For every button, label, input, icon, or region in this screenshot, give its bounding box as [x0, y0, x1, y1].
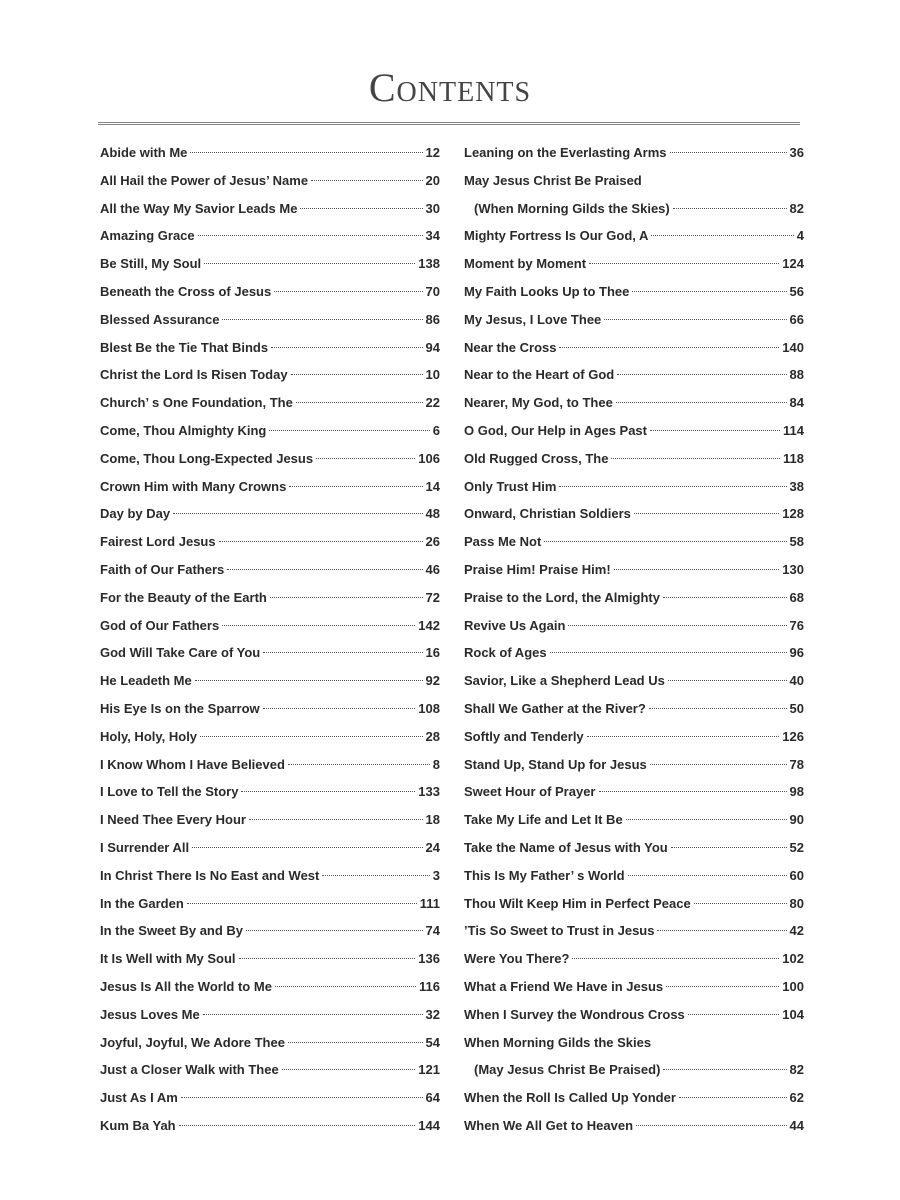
- entry-page-number: 92: [425, 673, 440, 689]
- entry-title: Leaning on the Everlasting Arms: [464, 145, 667, 160]
- contents-entry: [464, 445, 804, 473]
- dot-leader: [271, 347, 422, 348]
- entry-page-number: 76: [789, 617, 804, 633]
- dot-leader: [222, 625, 415, 626]
- dot-leader: [589, 263, 779, 264]
- contents-entry: [100, 528, 440, 556]
- entry-title: I Need Thee Every Hour: [100, 812, 246, 828]
- contents-entry: [100, 195, 440, 223]
- entry-page-number: 80: [789, 895, 804, 911]
- entry-page-number: 124: [782, 256, 804, 272]
- contents-entry: [464, 1084, 804, 1112]
- dot-leader: [587, 736, 780, 737]
- entry-page-number: 10: [425, 367, 440, 383]
- entry-page-number: 138: [418, 256, 440, 272]
- entry-page-number: 102: [782, 951, 804, 967]
- contents-entry: [100, 222, 440, 250]
- dot-leader: [688, 1014, 780, 1015]
- entry-title: Sweet Hour of Prayer: [464, 784, 596, 800]
- entry-title: Revive Us Again: [464, 617, 566, 633]
- contents-entry: [464, 334, 804, 362]
- dot-leader: [173, 513, 422, 514]
- entry-title: Onward, Christian Soldiers: [464, 506, 631, 522]
- entry-page-number: 3: [432, 867, 440, 883]
- entry-title: Praise to the Lord, the Almighty: [464, 589, 660, 605]
- contents-entry: [100, 445, 440, 473]
- contents-entry: [100, 695, 440, 723]
- dot-leader: [274, 291, 422, 292]
- contents-entry: [100, 389, 440, 417]
- contents-entry: [464, 1056, 804, 1084]
- entry-title: Old Rugged Cross, The: [464, 450, 609, 466]
- entry-title: Blessed Assurance: [100, 311, 220, 327]
- entry-title: (When Morning Gilds the Skies): [474, 200, 670, 216]
- contents-entry: [464, 890, 804, 918]
- entry-page-number: 16: [425, 645, 440, 661]
- entry-title: Just a Closer Walk with Thee: [100, 1062, 279, 1078]
- dot-leader: [275, 986, 416, 987]
- entry-title: Come, Thou Almighty King: [100, 422, 267, 438]
- entry-title: (May Jesus Christ Be Praised): [474, 1062, 661, 1078]
- dot-leader: [663, 1069, 786, 1070]
- dot-leader: [632, 291, 786, 292]
- entry-title: Holy, Holy, Holy: [100, 728, 198, 744]
- entry-title: For the Beauty of the Earth: [100, 589, 267, 605]
- dot-leader: [219, 541, 423, 542]
- dot-leader: [657, 930, 786, 931]
- entry-page-number: 22: [425, 395, 440, 411]
- contents-entry: [464, 278, 804, 306]
- entry-title: Praise Him! Praise Him!: [464, 561, 611, 577]
- contents-entry: [100, 167, 440, 195]
- contents-entry: [464, 473, 804, 501]
- dot-leader: [246, 930, 422, 931]
- dot-leader: [634, 513, 779, 514]
- entry-page-number: 94: [425, 339, 440, 355]
- contents-entry: [100, 139, 440, 167]
- contents-entry: [464, 389, 804, 417]
- contents-entry: [464, 695, 804, 723]
- dot-leader: [568, 625, 786, 626]
- dot-leader: [666, 986, 779, 987]
- contents-entry: [100, 1029, 440, 1057]
- dot-leader: [628, 875, 787, 876]
- entry-title: When the Roll Is Called Up Yonder: [464, 1090, 676, 1106]
- dot-leader: [679, 1097, 787, 1098]
- dot-leader: [611, 458, 780, 459]
- entry-title: His Eye Is on the Sparrow: [100, 700, 260, 716]
- dot-leader: [663, 597, 787, 598]
- entry-page-number: 20: [425, 172, 440, 188]
- contents-entry: [464, 862, 804, 890]
- entry-page-number: 84: [789, 395, 804, 411]
- dot-leader: [559, 486, 786, 487]
- entry-title: Softly and Tenderly: [464, 728, 584, 744]
- dot-leader: [291, 374, 423, 375]
- entry-title: My Jesus, I Love Thee: [464, 311, 602, 327]
- entry-page-number: 82: [789, 200, 804, 216]
- entry-page-number: 72: [425, 589, 440, 605]
- entry-page-number: 6: [432, 422, 440, 438]
- entry-page-number: 140: [782, 339, 804, 355]
- entry-title: Stand Up, Stand Up for Jesus: [464, 756, 647, 772]
- entry-page-number: 126: [782, 728, 804, 744]
- dot-leader: [626, 819, 787, 820]
- contents-entry: [464, 584, 804, 612]
- dot-leader: [269, 430, 429, 431]
- dot-leader: [282, 1069, 416, 1070]
- entry-title: Beneath the Cross of Jesus: [100, 283, 272, 299]
- dot-leader: [289, 486, 422, 487]
- contents-entry: [464, 639, 804, 667]
- entry-title: Moment by Moment: [464, 256, 587, 272]
- contents-entry: [464, 556, 804, 584]
- contents-column-right: [464, 139, 804, 1140]
- contents-entry: [100, 862, 440, 890]
- entry-title: Abide with Me: [100, 145, 188, 160]
- entry-page-number: 104: [782, 1006, 804, 1022]
- contents-entry: [464, 1112, 804, 1140]
- entry-page-number: 68: [789, 589, 804, 605]
- dot-leader: [572, 958, 779, 959]
- dot-leader: [203, 1014, 423, 1015]
- contents-entry: [100, 1084, 440, 1112]
- entry-page-number: 36: [789, 145, 804, 160]
- entry-title: In the Sweet By and By: [100, 923, 244, 939]
- contents-entry: [464, 834, 804, 862]
- entry-title: Kum Ba Yah: [100, 1117, 176, 1133]
- entry-page-number: 128: [782, 506, 804, 522]
- contents-entry: [100, 890, 440, 918]
- entry-title: When We All Get to Heaven: [464, 1117, 634, 1133]
- dot-leader: [616, 402, 787, 403]
- entry-title: I Surrender All: [100, 839, 190, 855]
- dot-leader: [599, 791, 787, 792]
- entry-page-number: 82: [789, 1062, 804, 1078]
- contents-entry: [100, 584, 440, 612]
- dot-leader: [241, 791, 415, 792]
- dot-leader: [544, 541, 786, 542]
- contents-entry: [100, 473, 440, 501]
- entry-title: When Morning Gilds the Skies: [464, 1034, 652, 1050]
- entry-title: Just As I Am: [100, 1090, 178, 1106]
- entry-page-number: 18: [425, 812, 440, 828]
- contents-entry: [464, 306, 804, 334]
- entry-page-number: 90: [789, 812, 804, 828]
- entry-page-number: 60: [789, 867, 804, 883]
- entry-page-number: 108: [418, 700, 440, 716]
- dot-leader: [200, 736, 423, 737]
- entry-page-number: 56: [789, 283, 804, 299]
- entry-title: Faith of Our Fathers: [100, 561, 225, 577]
- contents-entry: [100, 917, 440, 945]
- dot-leader: [204, 263, 415, 264]
- dot-leader: [263, 652, 422, 653]
- entry-page-number: 14: [425, 478, 440, 494]
- dot-leader: [668, 680, 787, 681]
- entry-title: This Is My Father’ s World: [464, 867, 625, 883]
- entry-title: Thou Wilt Keep Him in Perfect Peace: [464, 895, 691, 911]
- entry-page-number: 4: [796, 228, 804, 244]
- entry-page-number: 38: [789, 478, 804, 494]
- entry-page-number: 111: [419, 895, 440, 911]
- contents-entry: [100, 778, 440, 806]
- dot-leader: [181, 1097, 423, 1098]
- dot-leader: [617, 374, 786, 375]
- dot-leader: [311, 180, 422, 181]
- entry-title: When I Survey the Wondrous Cross: [464, 1006, 685, 1022]
- entry-page-number: 78: [789, 756, 804, 772]
- entry-title: Christ the Lord Is Risen Today: [100, 367, 288, 383]
- entry-title: Mighty Fortress Is Our God, A: [464, 228, 649, 244]
- entry-page-number: 32: [425, 1006, 440, 1022]
- contents-entry: [464, 1001, 804, 1029]
- entry-page-number: 42: [789, 923, 804, 939]
- dot-leader: [270, 597, 423, 598]
- contents-entry: [100, 278, 440, 306]
- dot-leader: [649, 708, 787, 709]
- dot-leader: [636, 1125, 787, 1126]
- contents-entry: [464, 667, 804, 695]
- entry-page-number: 86: [425, 311, 440, 327]
- dot-leader: [195, 680, 423, 681]
- dot-leader: [227, 569, 422, 570]
- contents-entry: [464, 723, 804, 751]
- entry-title: My Faith Looks Up to Thee: [464, 283, 630, 299]
- entry-title: Jesus Loves Me: [100, 1006, 200, 1022]
- contents-entry: [464, 528, 804, 556]
- entry-title: God of Our Fathers: [100, 617, 220, 633]
- contents-entry: [464, 751, 804, 779]
- contents-entry: [100, 834, 440, 862]
- entry-title: I Love to Tell the Story: [100, 784, 239, 800]
- entry-title: Be Still, My Soul: [100, 256, 202, 272]
- entry-title: Pass Me Not: [464, 534, 542, 550]
- entry-title: Near the Cross: [464, 339, 557, 355]
- contents-entry: [464, 945, 804, 973]
- contents-entry: [100, 723, 440, 751]
- contents-entry: [464, 1029, 804, 1057]
- entry-page-number: 64: [425, 1090, 440, 1106]
- contents-entry: [100, 1001, 440, 1029]
- entry-page-number: 106: [418, 450, 440, 466]
- dot-leader: [650, 764, 787, 765]
- entry-page-number: 70: [425, 283, 440, 299]
- entry-page-number: 100: [782, 978, 804, 994]
- contents-entry: [100, 751, 440, 779]
- entry-title: May Jesus Christ Be Praised: [464, 172, 642, 188]
- contents-entry: [100, 1056, 440, 1084]
- entry-page-number: 34: [425, 228, 440, 244]
- dot-leader: [550, 652, 787, 653]
- contents-entry: [100, 945, 440, 973]
- entry-page-number: 116: [419, 978, 440, 994]
- dot-leader: [694, 903, 787, 904]
- dot-leader: [670, 152, 787, 153]
- entry-page-number: 130: [782, 561, 804, 577]
- entry-page-number: 96: [789, 645, 804, 661]
- contents-entry: [100, 417, 440, 445]
- contents-entry: [100, 639, 440, 667]
- dot-leader: [288, 1042, 423, 1043]
- contents-entry: [464, 222, 804, 250]
- contents-entry: [464, 500, 804, 528]
- entry-page-number: 114: [783, 422, 804, 438]
- entry-title: O God, Our Help in Ages Past: [464, 422, 647, 438]
- entry-title: Rock of Ages: [464, 645, 547, 661]
- dot-leader: [650, 430, 780, 431]
- entry-title: In Christ There Is No East and West: [100, 867, 320, 883]
- contents-entry: [464, 139, 804, 167]
- dot-leader: [322, 875, 429, 876]
- entry-page-number: 40: [789, 673, 804, 689]
- contents-entry: [464, 917, 804, 945]
- contents-column-left: [100, 139, 440, 1140]
- dot-leader: [249, 819, 423, 820]
- entry-page-number: 46: [425, 561, 440, 577]
- contents-entry: [464, 361, 804, 389]
- entry-page-number: 54: [425, 1034, 440, 1050]
- entry-title: Joyful, Joyful, We Adore Thee: [100, 1034, 285, 1050]
- entry-page-number: 8: [432, 756, 440, 772]
- dot-leader: [296, 402, 423, 403]
- entry-title: Take My Life and Let It Be: [464, 812, 623, 828]
- entry-title: Were You There?: [464, 951, 570, 967]
- dot-leader: [263, 708, 416, 709]
- contents-entry: [464, 806, 804, 834]
- entry-page-number: 74: [425, 923, 440, 939]
- dot-leader: [559, 347, 779, 348]
- entry-title: It Is Well with My Soul: [100, 951, 236, 967]
- contents-entry: [464, 167, 804, 195]
- contents-entry: [100, 306, 440, 334]
- entry-title: Shall We Gather at the River?: [464, 700, 646, 716]
- entry-title: Day by Day: [100, 506, 171, 522]
- entry-title: ’Tis So Sweet to Trust in Jesus: [464, 923, 655, 939]
- dot-leader: [179, 1125, 416, 1126]
- entry-page-number: 133: [418, 784, 440, 800]
- contents-entry: [100, 806, 440, 834]
- entry-title: What a Friend We Have in Jesus: [464, 978, 664, 994]
- entry-page-number: 136: [418, 951, 440, 967]
- title-divider: [98, 122, 800, 125]
- entry-title: All Hail the Power of Jesus’ Name: [100, 172, 309, 188]
- entry-page-number: 12: [425, 145, 440, 160]
- dot-leader: [187, 903, 417, 904]
- entry-title: Fairest Lord Jesus: [100, 534, 216, 550]
- contents-entry: [100, 973, 440, 1001]
- dot-leader: [614, 569, 780, 570]
- entry-page-number: 121: [418, 1062, 440, 1078]
- dot-leader: [651, 235, 793, 236]
- entry-page-number: 142: [418, 617, 440, 633]
- entry-page-number: 52: [789, 839, 804, 855]
- dot-leader: [673, 208, 787, 209]
- entry-page-number: 62: [789, 1090, 804, 1106]
- entry-title: Jesus Is All the World to Me: [100, 978, 272, 994]
- dot-leader: [300, 208, 422, 209]
- contents-entry: [100, 556, 440, 584]
- entry-title: Come, Thou Long-Expected Jesus: [100, 450, 314, 466]
- dot-leader: [192, 847, 422, 848]
- contents-entry: [100, 361, 440, 389]
- contents-entry: [464, 612, 804, 640]
- entry-title: Church’ s One Foundation, The: [100, 395, 293, 411]
- entry-title: Take the Name of Jesus with You: [464, 839, 668, 855]
- contents-entry: [100, 612, 440, 640]
- entry-title: Nearer, My God, to Thee: [464, 395, 613, 411]
- entry-page-number: 144: [418, 1117, 440, 1133]
- contents-entry: [100, 667, 440, 695]
- entry-title: Blest Be the Tie That Binds: [100, 339, 269, 355]
- entry-title: Only Trust Him: [464, 478, 557, 494]
- dot-leader: [316, 458, 415, 459]
- entry-page-number: 44: [789, 1117, 804, 1133]
- entry-page-number: 98: [789, 784, 804, 800]
- contents-entry: [464, 973, 804, 1001]
- entry-page-number: 58: [789, 534, 804, 550]
- contents-entry: [100, 1112, 440, 1140]
- entry-title: He Leadeth Me: [100, 673, 192, 689]
- dot-leader: [671, 847, 787, 848]
- entry-title: Savior, Like a Shepherd Lead Us: [464, 673, 665, 689]
- entry-page-number: 24: [425, 839, 440, 855]
- contents-entry: [464, 250, 804, 278]
- dot-leader: [288, 764, 430, 765]
- dot-leader: [239, 958, 416, 959]
- dot-leader: [222, 319, 422, 320]
- contents-entry: [464, 417, 804, 445]
- contents-entry: [464, 195, 804, 223]
- entry-page-number: 118: [783, 450, 804, 466]
- entry-page-number: 28: [425, 728, 440, 744]
- entry-title: God Will Take Care of You: [100, 645, 261, 661]
- entry-page-number: 48: [425, 506, 440, 522]
- entry-page-number: 88: [789, 367, 804, 383]
- entry-page-number: 50: [789, 700, 804, 716]
- entry-title: In the Garden: [100, 895, 184, 911]
- page-title: Contents: [368, 65, 532, 110]
- entry-title: Amazing Grace: [100, 228, 195, 244]
- entry-title: Crown Him with Many Crowns: [100, 478, 287, 494]
- entry-page-number: 26: [425, 534, 440, 550]
- contents-entry: [100, 334, 440, 362]
- entry-page-number: 30: [425, 200, 440, 216]
- entry-title: I Know Whom I Have Believed: [100, 756, 285, 772]
- entry-title: All the Way My Savior Leads Me: [100, 200, 298, 216]
- contents-entry: [464, 778, 804, 806]
- contents-entry: [100, 250, 440, 278]
- dot-leader: [604, 319, 786, 320]
- dot-leader: [190, 152, 422, 153]
- entry-title: Near to the Heart of God: [464, 367, 615, 383]
- dot-leader: [198, 235, 423, 236]
- entry-page-number: 66: [789, 311, 804, 327]
- contents-entry: [100, 500, 440, 528]
